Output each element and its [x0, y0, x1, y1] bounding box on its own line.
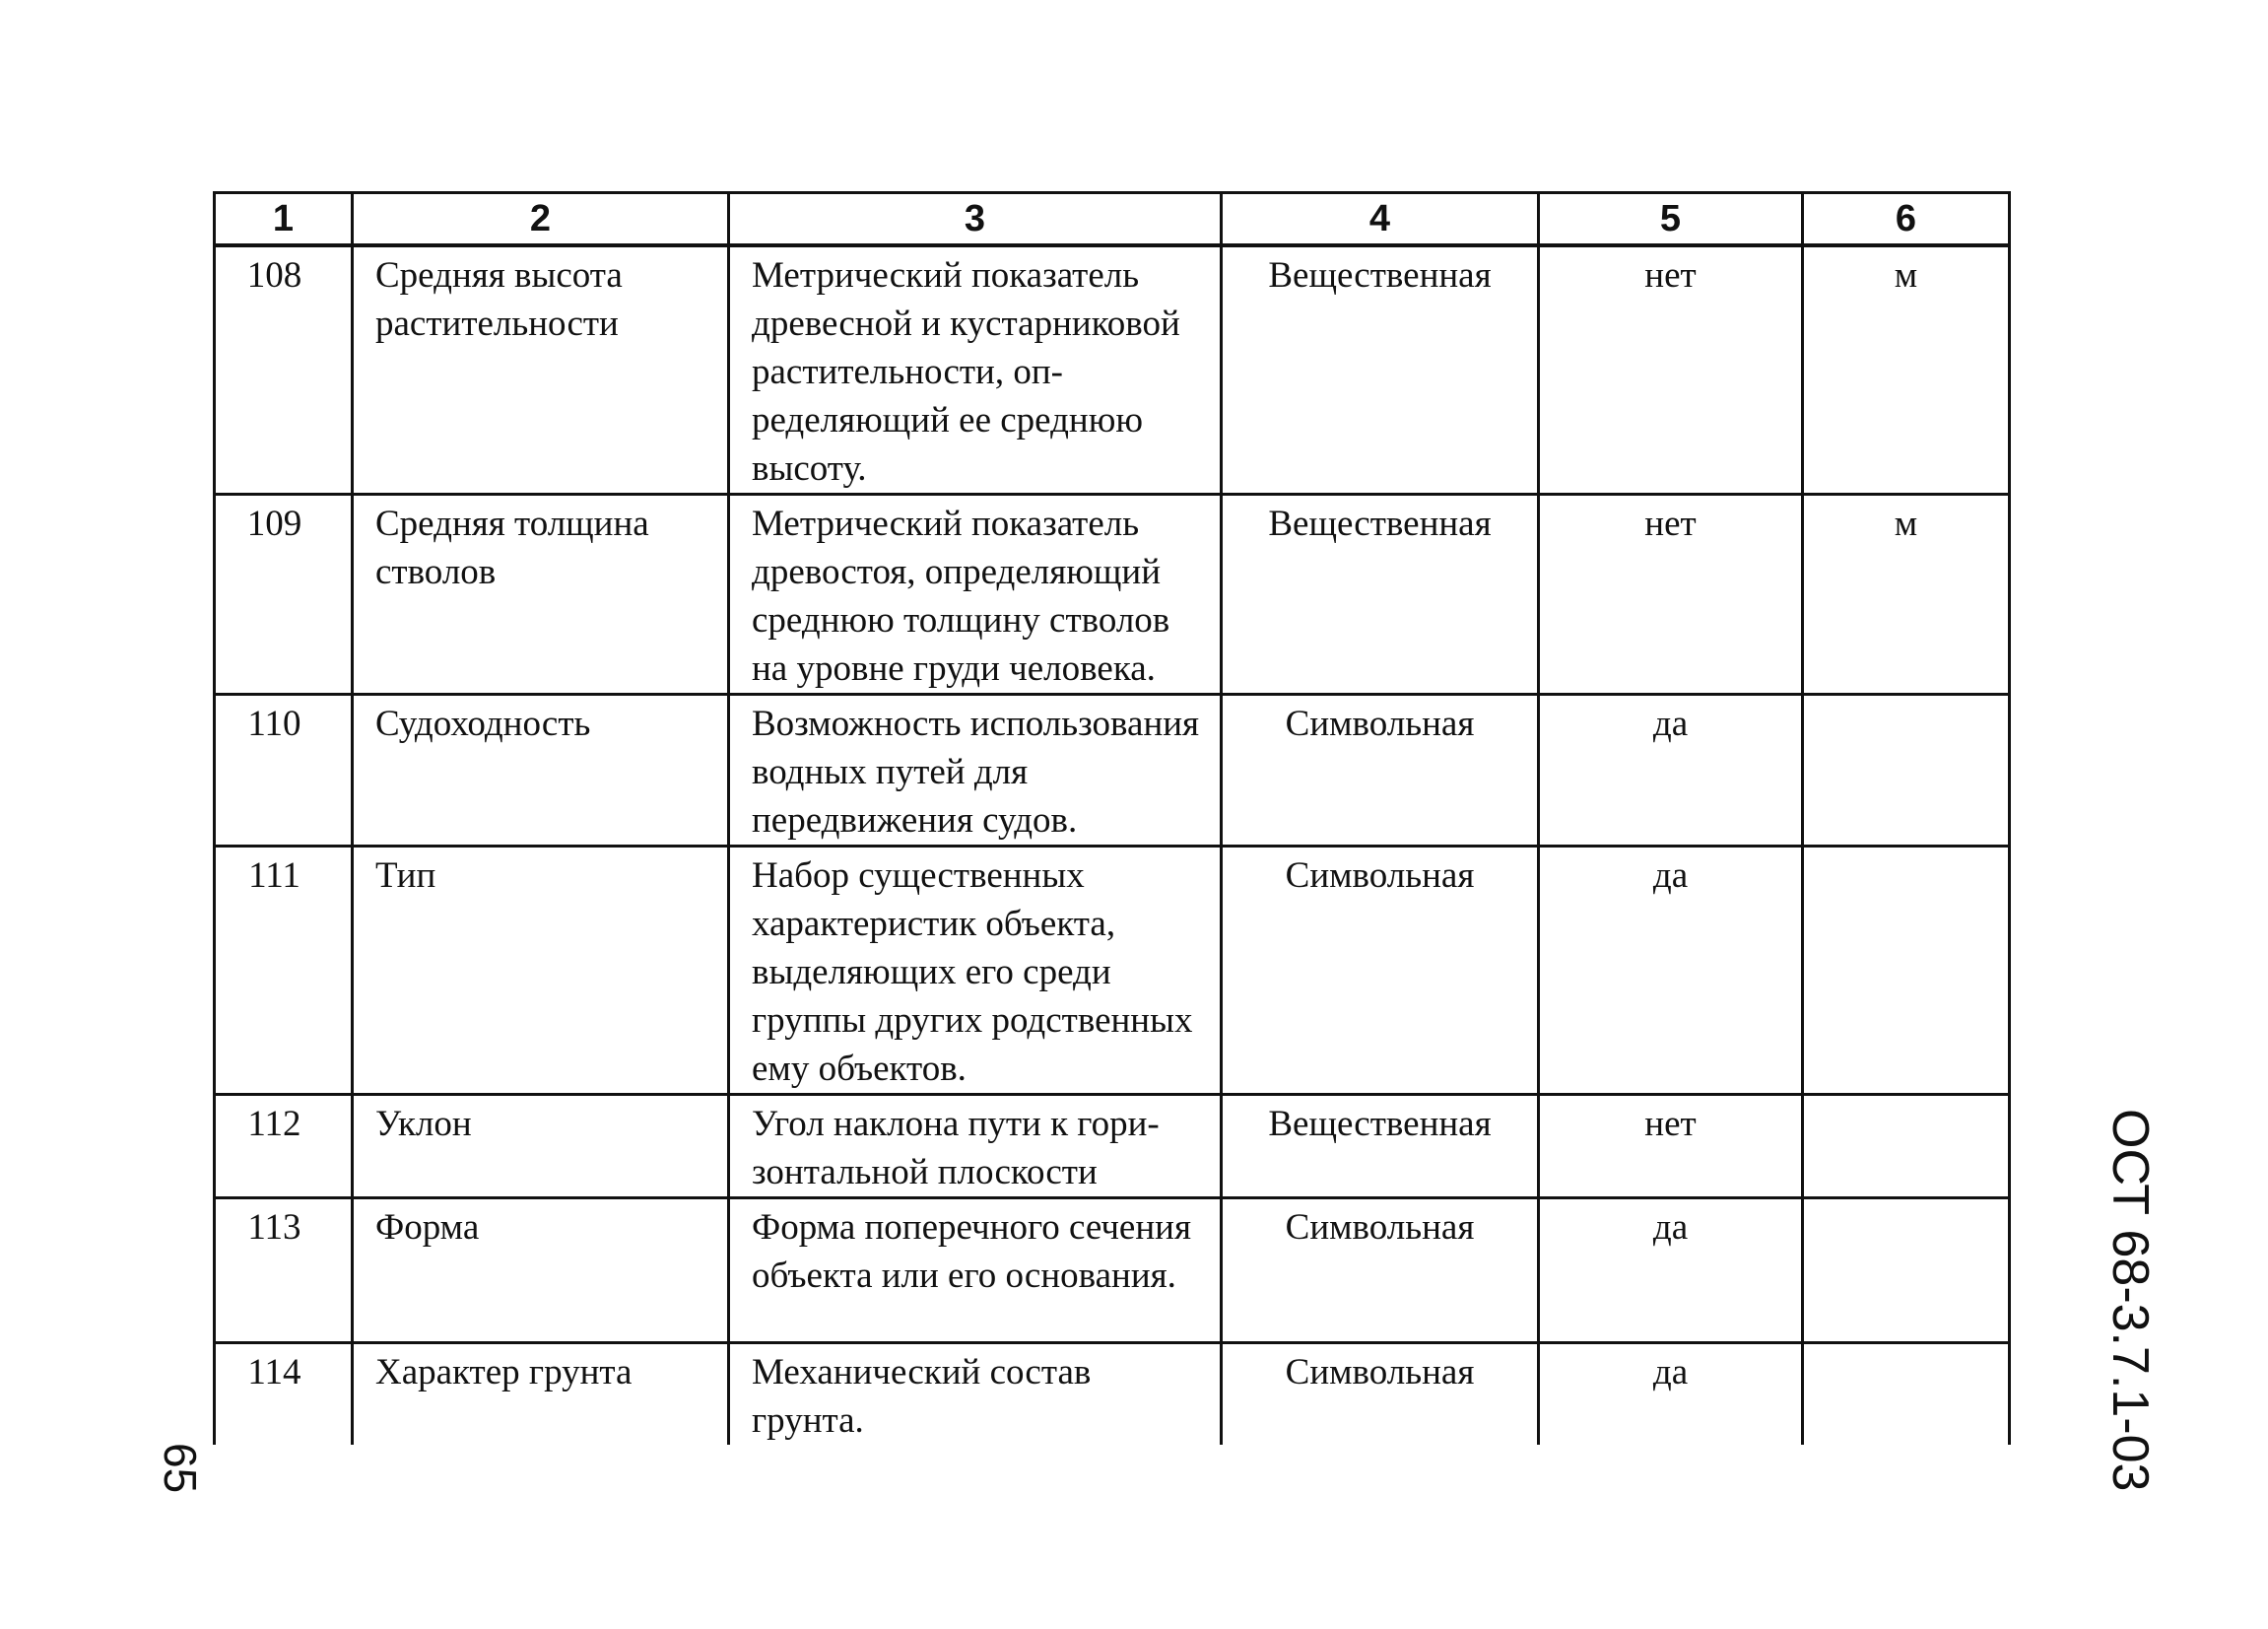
- attribute-unit: [1804, 848, 2008, 851]
- attribute-name: Судоходность: [375, 704, 591, 744]
- document-code: ОСТ 68-3.7.1-03: [2101, 1109, 2159, 1492]
- attribute-required: нет: [1644, 255, 1697, 296]
- attribute-description: Угол наклона пути к горизонтальной плоскости: [752, 1104, 1160, 1192]
- attribute-name: Тип: [375, 855, 436, 896]
- attribute-description: Механический состав грунта.: [752, 1352, 1092, 1441]
- attribute-name: Средняя толщина стволов: [375, 504, 649, 592]
- attribute-description: Метрический показатель древостоя, определяющий среднюю толщину стволов на уровне груди человека.: [752, 504, 1170, 689]
- attribute-description: Форма поперечного сечения объекта или его основания.: [752, 1207, 1191, 1296]
- attribute-required: нет: [1644, 1104, 1697, 1144]
- row-number: 111: [248, 855, 300, 896]
- column-header: 1: [215, 193, 353, 246]
- table-row: [215, 695, 2010, 847]
- attributes-table: [213, 191, 2011, 1445]
- attribute-type: Вещественная: [1268, 1104, 1492, 1144]
- attribute-name: Уклон: [375, 1104, 472, 1144]
- table-row: [215, 847, 2010, 1095]
- attribute-required: нет: [1644, 504, 1697, 544]
- attribute-type: Вещественная: [1268, 255, 1492, 296]
- table-row: [215, 495, 2010, 695]
- attribute-name: Форма: [375, 1207, 480, 1248]
- attribute-type: Символьная: [1285, 855, 1475, 896]
- attribute-type: Вещественная: [1268, 504, 1492, 544]
- column-header: 3: [729, 193, 1222, 246]
- row-number: 109: [246, 504, 302, 544]
- column-header: 4: [1222, 193, 1539, 246]
- attribute-required: да: [1652, 855, 1689, 896]
- table-row: [215, 1343, 2010, 1446]
- attribute-required: да: [1652, 704, 1689, 744]
- attribute-type: Символьная: [1285, 704, 1475, 744]
- attribute-type: Символьная: [1285, 1207, 1475, 1248]
- row-number: 114: [247, 1352, 301, 1392]
- attribute-description: Набор существенных характеристик объекта, выделяющих его среди группы других родственных ему объектов.: [752, 855, 1193, 1089]
- attribute-required: да: [1652, 1207, 1689, 1248]
- column-header: 2: [353, 193, 729, 246]
- table-row: [215, 1198, 2010, 1343]
- table-header-row: [215, 193, 2010, 246]
- column-header: 6: [1803, 193, 2010, 246]
- column-header: 5: [1539, 193, 1803, 246]
- row-number: 113: [247, 1207, 301, 1248]
- attribute-unit: м: [1894, 504, 1918, 544]
- attribute-unit: [1804, 1096, 2008, 1100]
- attribute-name: Средняя высота растительности: [375, 255, 623, 344]
- attribute-required: да: [1652, 1352, 1689, 1392]
- attribute-description: Метрический показатель древесной и кустарниковой растительности, определяющий ее среднюю высоту.: [752, 255, 1180, 489]
- attribute-unit: м: [1894, 255, 1918, 296]
- table-row: [215, 245, 2010, 495]
- row-number: 110: [247, 704, 301, 744]
- attribute-description: Возможность использования водных путей для передвижения судов.: [752, 704, 1200, 841]
- attribute-unit: [1804, 1344, 2008, 1348]
- attribute-type: Символьная: [1285, 1352, 1475, 1392]
- page-number: 65: [155, 1443, 206, 1494]
- attribute-name: Характер грунта: [375, 1352, 633, 1392]
- attribute-unit: [1804, 1199, 2008, 1203]
- attribute-unit: [1804, 696, 2008, 700]
- table-row: [215, 1095, 2010, 1198]
- row-number: 108: [246, 255, 302, 296]
- row-number: 112: [247, 1104, 301, 1144]
